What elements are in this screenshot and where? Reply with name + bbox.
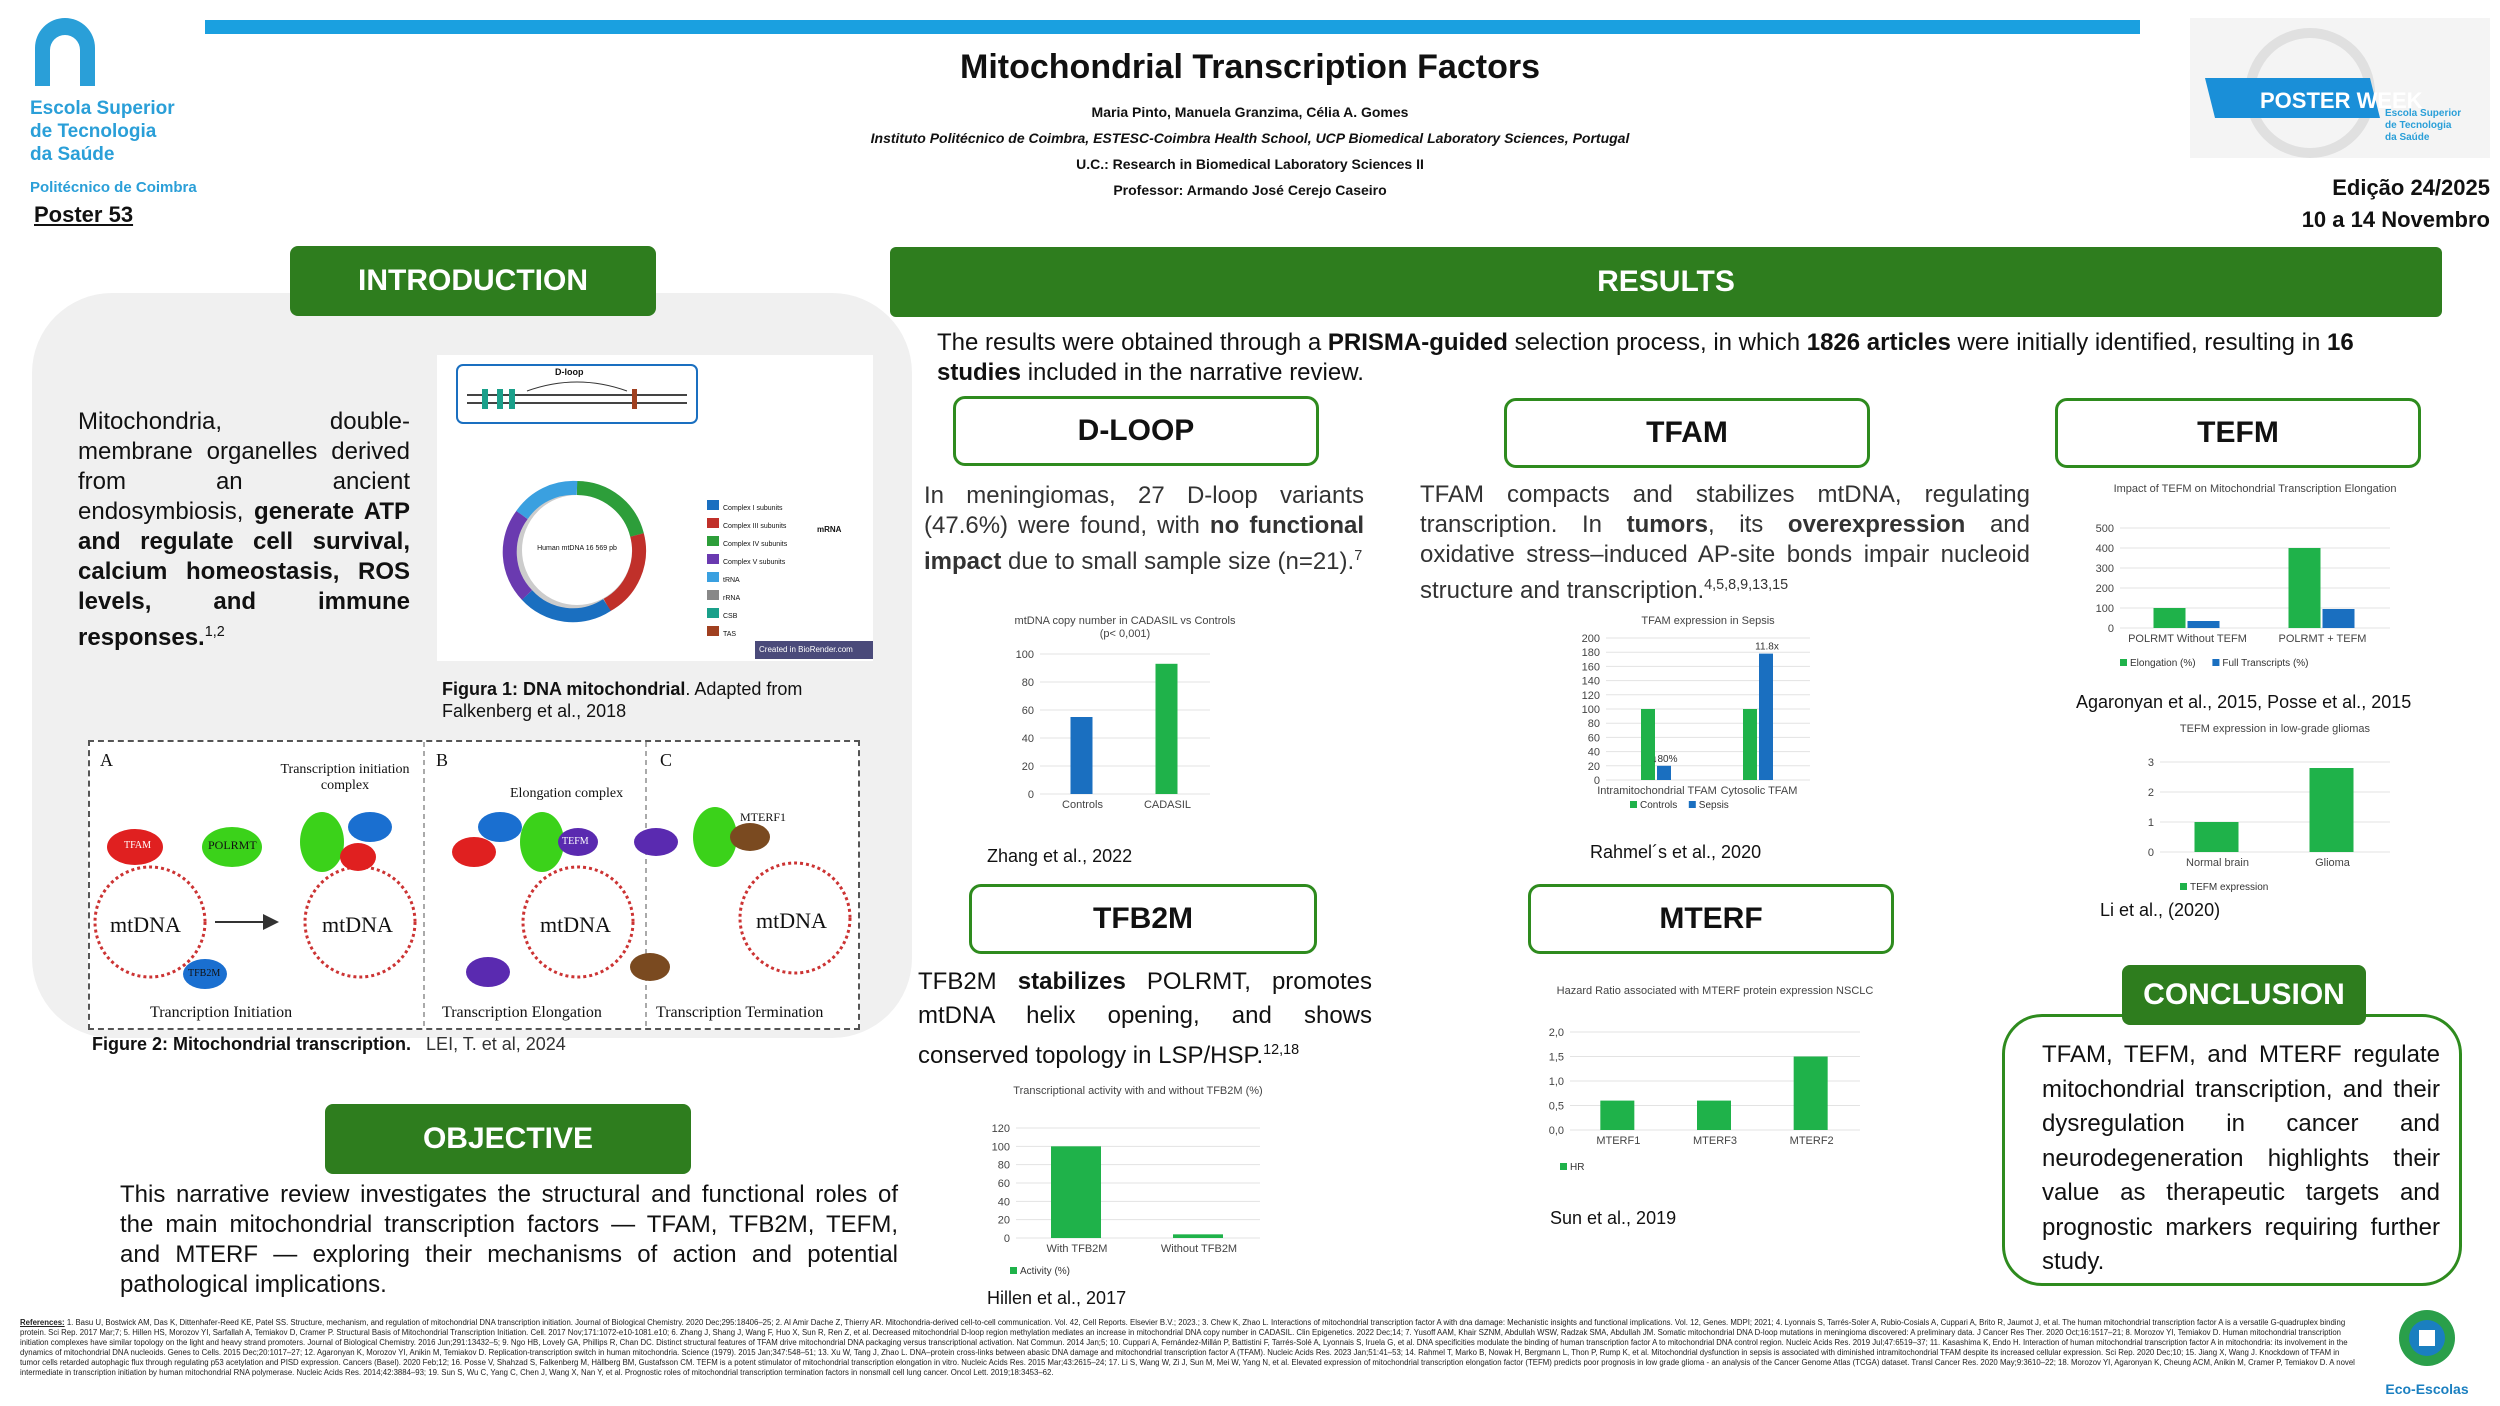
fig1-caption-text: . Adapted from Falkenberg et al., 2018: [442, 679, 803, 721]
y-tick-label: 300: [2095, 563, 2114, 575]
references-label: References:: [20, 1318, 65, 1327]
results-heading: RESULTS: [890, 247, 2442, 317]
results-intro-4: included in the narrative review.: [1021, 359, 1364, 386]
y-tick-label: 100: [1015, 649, 1034, 661]
legend-swatch: [1010, 1267, 1017, 1274]
x-tick-label: Controls: [1062, 799, 1103, 811]
y-tick-label: 500: [2095, 523, 2114, 535]
estesc-logo: [30, 18, 230, 208]
tfb2m-text-2: POLRMT, promotes mtDNA helix opening, and shows conserved topology in LSP/HSP.: [918, 968, 1372, 1069]
dloop-chart: [980, 612, 1360, 832]
y-tick-label: 0: [1003, 1233, 1010, 1245]
fig1-dloop-label: D-loop: [555, 367, 584, 377]
tfam-text-bold-1: tumors: [1626, 511, 1708, 538]
bar: [1600, 1101, 1634, 1130]
y-tick-label: 400: [2095, 543, 2114, 555]
references: [20, 1318, 2360, 1378]
tfb2m-text: [918, 965, 1372, 1073]
x-tick-label: Without TFB2M: [1160, 1243, 1238, 1255]
y-tick-label: 80: [1587, 718, 1600, 731]
mterf-citation: Sun et al., 2019: [1550, 1208, 1677, 1228]
y-tick-label: 0,5: [1548, 1100, 1564, 1113]
fig2-panel-a-title: Transcription initiation complex: [280, 762, 410, 793]
authors: Maria Pinto, Manuela Granzima, Célia A. Gomes: [1091, 104, 1409, 120]
fig2-panel-a-bottom: Trancription Initiation: [150, 1004, 293, 1021]
professor: Professor: Armando José Cerejo Caseiro: [1113, 182, 1387, 198]
dloop-ref: 7: [1354, 548, 1363, 564]
y-tick-label: 200: [1581, 633, 1600, 645]
x-tick-label: Normal brain: [2186, 857, 2249, 869]
fig1-legend-item: Complex IV subunits: [723, 541, 788, 548]
pw-logo-line-3: da Saúde: [2385, 132, 2430, 143]
intro-text-bold: generate ATP and regulate cell survival, calcium homeostasis, ROS levels, and immune responses.: [78, 498, 410, 651]
institution: Instituto Politécnico de Coimbra, ESTESC-Coimbra Health School, UCP Biomedical Laboratory Sciences, Portugal: [870, 130, 1630, 146]
y-tick-label: 20: [997, 1214, 1010, 1227]
mtdna-map-figure: [437, 355, 873, 661]
y-tick-label: 1,0: [1548, 1076, 1564, 1088]
eco-escolas-icon: [2382, 1306, 2472, 1376]
chart-title: TFAM expression in Sepsis: [1641, 615, 1775, 627]
x-tick-label: With TFB2M: [1046, 1243, 1108, 1255]
bar: [1794, 1057, 1828, 1131]
chart-title: TEFM expression in low-grade gliomas: [2179, 723, 2371, 735]
objective-heading: OBJECTIVE: [325, 1104, 691, 1174]
legend-label: Controls: [1640, 800, 1678, 811]
bar: [1697, 1101, 1731, 1130]
x-tick-label: Glioma: [2315, 857, 2350, 869]
tfb2m-ref: 12,18: [1263, 1042, 1300, 1058]
dloop-heading: D-LOOP: [953, 396, 1319, 466]
y-tick-label: 40: [1021, 733, 1034, 745]
legend-label: Activity (%): [1020, 1266, 1070, 1277]
fig2-caption-text: LEI, T. et al, 2024: [426, 1034, 566, 1054]
results-intro-1: The results were obtained through a: [937, 329, 1328, 356]
results-intro-b3: 16 studies: [937, 329, 2354, 386]
y-tick-label: 60: [1587, 732, 1600, 745]
results-intro-b2: 1826 articles: [1806, 329, 1951, 356]
poster-title: Mitochondrial Transcription Factors: [960, 48, 1540, 86]
mterf-chart: [1520, 980, 1900, 1180]
figure-2-caption: [92, 1034, 792, 1055]
y-tick-label: 40: [1587, 746, 1600, 759]
dloop-chart-svg: [980, 612, 1360, 832]
fig1-legend-item: CSB: [723, 613, 738, 620]
bar: [2154, 608, 2186, 628]
legend-swatch: [1689, 801, 1696, 808]
course-unit: U.C.: Research in Biomedical Laboratory Sciences II: [1076, 156, 1424, 172]
fig1-legend: [723, 500, 787, 644]
fig1-legend-item: Complex I subunits: [723, 505, 783, 512]
poster-week-logo: [2190, 18, 2490, 158]
bar: [1641, 709, 1655, 780]
legend-label: Full Transcripts (%): [2222, 658, 2309, 669]
legend-swatch: [2180, 883, 2187, 890]
fig2-panel-c-bottom: Transcription Termination: [656, 1004, 824, 1021]
estesc-arch-icon: [30, 18, 120, 88]
y-tick-label: 80: [997, 1159, 1010, 1172]
fig1-legend-item: rRNA: [723, 595, 741, 602]
fig1-legend-item: Complex III subunits: [723, 523, 787, 530]
dloop-text-2: due to small sample size (n=21).: [1001, 548, 1355, 575]
y-tick-label: 0: [2107, 623, 2114, 635]
bar: [2289, 548, 2321, 628]
x-tick-label: POLRMT Without TEFM: [2128, 633, 2247, 645]
x-tick-label: POLRMT + TEFM: [2278, 633, 2367, 645]
x-tick-label: MTERF3: [1693, 1135, 1737, 1147]
fig2-panel-a-letter: A: [100, 750, 113, 770]
tfam-text: [1420, 480, 2030, 606]
tfb2m-text-1: TFB2M: [918, 968, 1018, 995]
legend-label: Sepsis: [1698, 800, 1729, 811]
dloop-text: [924, 481, 1364, 577]
chart-title: Hazard Ratio associated with MTERF protein expression NSCLC: [1556, 985, 1874, 997]
chart-subtitle: (p< 0,001): [1099, 628, 1151, 640]
x-tick-label: CADASIL: [1143, 799, 1192, 811]
bar: [1759, 654, 1773, 780]
y-tick-label: 0: [1593, 775, 1600, 787]
results-intro: [937, 328, 2407, 388]
figure-2: [88, 740, 860, 1030]
fig2-panel-c-letter: C: [660, 750, 673, 770]
tefm-chart-1: [2060, 478, 2440, 688]
fig1-legend-item: tRNA: [723, 577, 740, 584]
x-tick-label: MTERF2: [1789, 1135, 1834, 1147]
y-tick-label: 160: [1581, 661, 1600, 674]
y-tick-label: 0: [2147, 847, 2154, 859]
y-tick-label: 1: [2147, 817, 2154, 829]
logo-line-4: Politécnico de Coimbra: [30, 179, 197, 196]
tefm-chart-2-svg: [2120, 718, 2410, 898]
tefm-chart-2: [2120, 718, 2410, 898]
data-annotation: 11.8x: [1755, 641, 1779, 653]
y-tick-label: 2: [2147, 787, 2154, 799]
edition-info: [2200, 172, 2490, 236]
introduction-text: [78, 407, 410, 653]
bar: [1657, 766, 1671, 780]
fig1-legend-item: Complex V subunits: [723, 559, 786, 566]
fig1-mrna-label: mRNA: [817, 525, 842, 534]
conclusion-heading: CONCLUSION: [2122, 965, 2366, 1025]
introduction-heading: INTRODUCTION: [290, 246, 656, 316]
conclusion-text: TFAM, TEFM, and MTERF regulate mitochondrial transcription, and their dysregulation in cancer and neurodegeneration highlights their value as therapeutic targets and prognostic markers requiring further study.: [2042, 1041, 2440, 1275]
fig2-tfam-label: TFAM: [124, 840, 152, 851]
figure-1-caption: [442, 678, 862, 722]
dloop-citation: Zhang et al., 2022: [987, 846, 1133, 866]
pw-logo-line-1: Escola Superior: [2385, 108, 2462, 119]
y-tick-label: 1,5: [1548, 1051, 1564, 1064]
dloop-text-bold: no functional impact: [924, 512, 1364, 575]
bar: [1173, 1234, 1223, 1238]
fig2-mtdna-d: mtDNA: [756, 908, 827, 933]
y-tick-label: 60: [1021, 705, 1034, 717]
tefm-citation-1: Agaronyan et al., 2015, Posse et al., 2015: [2076, 692, 2412, 712]
y-tick-label: 40: [997, 1196, 1010, 1209]
fig2-panel-b-bottom: Transcription Elongation: [442, 1004, 602, 1021]
bar: [2188, 621, 2220, 628]
dloop-text-1: In meningiomas, 27 D-loop variants (47.6%) were found, with: [924, 482, 1364, 539]
transcription-figure: [90, 742, 858, 1028]
legend-label: TEFM expression: [2190, 882, 2269, 893]
mterf-heading: MTERF: [1528, 884, 1894, 954]
figure-1: [437, 355, 873, 661]
legend-swatch: [1560, 1163, 1567, 1170]
tefm-citation-2: Li et al., (2020): [2100, 900, 2221, 920]
bar: [1051, 1146, 1101, 1238]
x-tick-label: MTERF1: [1596, 1135, 1641, 1147]
chart-title: mtDNA copy number in CADASIL vs Controls: [1014, 615, 1236, 627]
logo-line-3: da Saúde: [30, 144, 115, 165]
fig2-mtdna-a: mtDNA: [110, 912, 181, 937]
x-tick-label: Intramitochondrial TFAM: [1597, 785, 1717, 797]
fig2-tfb2m-label: TFB2M: [188, 968, 221, 979]
references-text: 1. Basu U, Bostwick AM, Das K, Dittenhafer-Reed KE, Patel SS. Structure, mechanism, and regulation of mitochondrial DNA transcription initiation. Journal of Biological Chemistry. 2020 Dec;295:18406–25; 2. Al Amir Dache Z, Thierry AR. Mitochondria-derived cell-to-cell communication. Vol. 42, Cell Reports. Elsevier B.V.; 2023.; 3. Chew K, Zhao L. Interactions of mitochondrial transcription factor A with dna damage: Mechanistic insights and functional implications. Vol. 12, Genes. MDPI; 2021; 4. Lyonnais S, Tarrés-Soler A, Rubio-Cosials A, Cuppari A, Brito R, Jaumot J, et al. The human mitochondrial transcription factor A is a versatile G-quadruplex binding protein. Sci Rep. 2017 Mar;7; 5. Hillen HS, Morozov YI, Sarfallah A, Temiakov D, Cramer P. Structural Basis of Mitochondrial Transcription Initiation. Cell. 2017 Nov;171:1072-e10-1081.e10; 6. Zhang J, Shang J, Wang F, Huo X, Sun R, Ren Z, et al. Decreased mitochondrial D-loop region methylation mediates an increase in mitochondrial DNA copy number in CADASIL. Clin Epigenetics. 2022 Dec;14; 7. Yusoff AAM, Khair SZNM, Abdullah WSW, Radzak SMA, Abdullah JM. Somatic mitochondrial DNA D-loop mutations in meningioma discovered: A preliminary data. J Cancer Res Ther. 2020 Oct;16:1517–21; 8. Morozov YI, Temiakov D. Human mitochondrial transcription initiation complexes have similar topology on the light and heavy strand promoters. Journal of Biological Chemistry. 2016 Jun;291:13432–5; 9. Ngo HB, Lovely GA, Phillips R, Chan DC. Distinct structural features of TFAM drive mitochondrial DNA packaging versus transcriptional activation. Nat Commun. 2014 Jan;5; 10. Cuppari A, Fernández-Millán P, Battistini F, Tarrés-Solé A, Lyonnais S, Iruela G, et al. DNA specificities modulate the binding of human transcription factor A to mitochondrial DNA control region. Nucleic Acids Res. 2019 Jul;47:6519–37; 11. Kasashima K, Endo H. Interaction of human mitochondrial transcription factor A in mitochondria: its involvement in the dynamics of mitochondrial DNA nucleoids. Genes to Cells. 2015 Dec;20:1017–27; 12. Agaronyan K, Morozov YI, Anikin M, Temiakov D. Replication-transcription switch in human mitochondria. Science (1979). 2015 Jan;347:548–51; 13. Xu W, Tang J, Zhao L. DNA–protein cross-links between abasic DNA damage and mitochondrial transcription factor A (TFAM). Nucleic Acids Res. 2023 Jan;51:41–53; 14. Rahmel T, Marko B, Nowak H, Bergmann L, Thon P, Rump K, et al. Mitochondrial dysfunction in sepsis is associated with diminished intramitochondrial TFAM despite its increased cellular expression. Sci Rep. 2020 Dec;10; 15. Jiang X, Wang J. Knockdown of TFAM in tumor cells retarded autophagic flux through regulating p53 acetylation and PISD expression. Cancers (Basel). 2020 Feb;12; 16. Posse V, Shahzad S, Falkenberg M, Hällberg BM, Gustafsson CM. TEFM is a potent stimulator of mitochondrial transcription elongation in vitro. Nucleic Acids Res. 2015 Mar;43:2615–24; 17. Li S, Wang W, Zi J, Sun M, Mei W, Yang N, et al. Elevated expression of mitochondrial transcription elongation factor (TEFM) predicts poor prognosis in low grade glioma - an analysis of the Cancer Genome Atlas (TCGA) dataset. Transl Cancer Res. 2020 May;9:3610–22; 18. Morozov YI, Agaronyan K, Cheung ACM, Anikin M, Cramer P, Temiakov D. A novel intermediate in transcription initiation by human mitochondrial RNA polymerase. Nucleic Acids Res. 2014;42:3884–93; 19. Sun S, Wu C, Yang C, Chen J, Wang X, Nan Y, et al. Prognostic roles of mitochondrial transcription termination factors in nonsmall cell lung cancer. Oncol Lett. 2019;18:3453–62.: [20, 1318, 2355, 1377]
legend-swatch: [2212, 659, 2219, 666]
results-intro-2: selection process, in which: [1507, 329, 1807, 356]
fig1-legend-item: TAS: [723, 631, 737, 638]
legend-label: Elongation (%): [2130, 658, 2196, 669]
tfam-ref: 4,5,8,9,13,15: [1704, 577, 1789, 593]
data-annotation: ↓80%: [1652, 753, 1678, 765]
tfb2m-heading: TFB2M: [969, 884, 1317, 954]
fig2-polrmt-label: POLRMT: [208, 838, 257, 852]
y-tick-label: 180: [1581, 647, 1600, 660]
logo-line-2: de Tecnologia: [30, 121, 157, 142]
tefm-heading: TEFM: [2055, 398, 2421, 468]
legend-swatch: [1630, 801, 1637, 808]
bar: [1156, 664, 1178, 794]
legend-label: HR: [1570, 1162, 1585, 1173]
fig1-credit: Created in BioRender.com: [759, 645, 853, 654]
results-intro-b1: PRISMA-guided: [1327, 329, 1508, 356]
y-tick-label: 120: [991, 1123, 1010, 1135]
y-tick-label: 20: [1587, 760, 1600, 773]
poster-week-banner: POSTER WEEK: [2260, 88, 2423, 113]
bar: [1743, 709, 1757, 780]
fig2-tefm-label: TEFM: [562, 836, 589, 847]
objective-text: This narrative review investigates the structural and functional roles of the main mitochondrial transcription factors — TFAM, TFB2M, TEFM, and MTERF — exploring their mechanisms of action and potential pathological implications.: [120, 1181, 898, 1298]
bar: [2195, 822, 2239, 852]
y-tick-label: 120: [1581, 689, 1600, 702]
tfam-text-1: TFAM compacts and stabilizes mtDNA, regulating transcription. In: [1420, 481, 2030, 538]
edition-dates: 10 a 14 Novembro: [2301, 207, 2490, 232]
fig2-panel-b-title: Elongation complex: [510, 786, 624, 801]
bar: [2323, 609, 2355, 628]
y-tick-label: 2,0: [1548, 1027, 1564, 1039]
tfam-text-2: , its: [1708, 511, 1788, 538]
tfam-chart-svg: [1570, 612, 1820, 822]
intro-text-plain: Mitochondria, double-membrane organelles derived from an ancient endosymbiosis,: [78, 408, 410, 525]
fig2-caption-bold: Figure 2: Mitochondrial transcription.: [92, 1034, 412, 1054]
y-tick-label: 60: [997, 1178, 1010, 1190]
results-intro-3: were initially identified, resulting in: [1950, 329, 2328, 356]
y-tick-label: 100: [991, 1141, 1010, 1154]
eco-escolas-logo: [2382, 1306, 2472, 1396]
y-tick-label: 100: [2095, 603, 2114, 615]
tfb2m-citation: Hillen et al., 2017: [987, 1288, 1127, 1308]
header-accent-bar: [205, 20, 2140, 34]
tefm-chart-1-svg: [2060, 478, 2440, 688]
tfb2m-text-bold: stabilizes: [1017, 968, 1126, 995]
y-tick-label: 0,0: [1548, 1125, 1564, 1137]
intro-refs: 1,2: [204, 624, 225, 640]
bar: [1071, 717, 1093, 794]
x-tick-label: Cytosolic TFAM: [1720, 785, 1798, 797]
y-tick-label: 80: [1021, 677, 1034, 689]
tfb2m-chart: [960, 1080, 1300, 1280]
tfam-text-3: and oxidative stress–induced AP-site bonds impair nucleoid structure and transcription.: [1420, 511, 2030, 604]
fig2-mtdna-c: mtDNA: [540, 912, 611, 937]
y-tick-label: 100: [1581, 704, 1600, 716]
edition: Edição 24/2025: [2332, 175, 2490, 200]
tfam-heading: TFAM: [1504, 398, 1870, 468]
fig1-caption-bold: Figura 1: DNA mitochondrial: [442, 679, 686, 699]
fig2-mtdna-b: mtDNA: [322, 912, 393, 937]
poster-number: Poster 53: [34, 202, 134, 227]
eco-escolas-label: Eco-Escolas: [2385, 1381, 2469, 1397]
legend-swatch: [2120, 659, 2127, 666]
y-tick-label: 3: [2147, 757, 2154, 769]
tfam-citation: Rahmel´s et al., 2020: [1590, 842, 1762, 862]
tfb2m-chart-svg: [960, 1080, 1300, 1280]
mterf-chart-svg: [1520, 980, 1900, 1180]
tfam-chart: [1570, 612, 1820, 822]
y-tick-label: 20: [1021, 761, 1034, 773]
bar: [2310, 768, 2354, 852]
chart-title: Impact of TEFM on Mitochondrial Transcription Elongation: [2113, 483, 2397, 495]
logo-line-1: Escola Superior: [30, 98, 175, 119]
y-tick-label: 140: [1581, 675, 1600, 688]
fig1-center-label: Human mtDNA 16 569 pb: [537, 545, 617, 552]
tfam-text-bold-2: overexpression: [1787, 511, 1966, 538]
fig2-panel-b-letter: B: [436, 750, 449, 770]
y-tick-label: 0: [1027, 789, 1034, 801]
pw-logo-line-2: de Tecnologia: [2385, 120, 2452, 131]
y-tick-label: 200: [2095, 583, 2114, 595]
chart-title: Transcriptional activity with and without TFB2M (%): [1013, 1085, 1263, 1097]
fig2-mterf1-label: MTERF1: [740, 810, 787, 824]
